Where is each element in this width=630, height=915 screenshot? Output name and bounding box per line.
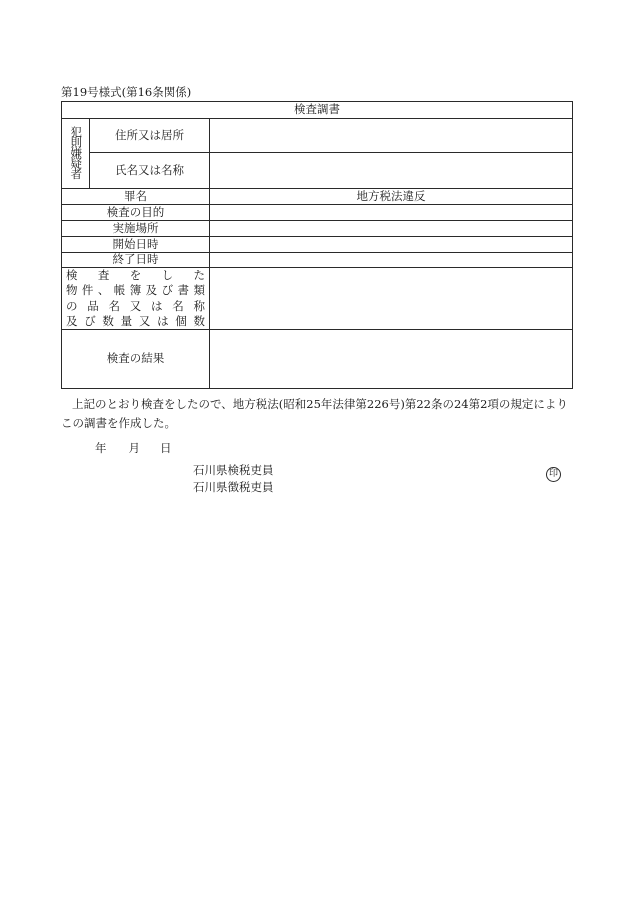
body-text: 上記のとおり検査をしたので、地方税法(昭和25年法律第226号)第22条の24第2項の規定によりこの調書を作成した。 (61, 397, 568, 430)
place-label: 実施場所 (62, 221, 210, 237)
offense-value: 地方税法違反 (210, 189, 573, 205)
inspection-record-table (61, 101, 573, 389)
purpose-label: 検査の目的 (62, 205, 210, 221)
items-label-line: 検 査 を し た (66, 268, 205, 283)
items-label-line: の品名又は名称 (66, 298, 205, 313)
official-title-collection: 石川県徴税吏員 (193, 480, 274, 494)
form-number: 第19号様式(第16条関係) (61, 85, 192, 99)
items-label-line: 及び数量又は個数 (66, 313, 205, 328)
purpose-field[interactable] (210, 205, 573, 221)
items-label (62, 268, 210, 330)
items-field[interactable] (210, 268, 573, 330)
start-field[interactable] (210, 237, 573, 253)
name-field[interactable] (210, 153, 573, 189)
offense-label: 罪名 (62, 189, 210, 205)
end-field[interactable] (210, 253, 573, 268)
table-title: 検査調書 (62, 102, 573, 119)
address-field[interactable] (210, 119, 573, 153)
name-label: 氏名又は名称 (90, 153, 210, 189)
date-day: 日 (160, 441, 172, 455)
address-label: 住所又は居所 (90, 119, 210, 153)
suspect-header-cell (62, 119, 90, 189)
result-field[interactable] (210, 330, 573, 389)
end-label: 終了日時 (62, 253, 210, 268)
place-field[interactable] (210, 221, 573, 237)
official-title-inspection: 石川県検税吏員 (193, 463, 274, 477)
seal-mark: 印 (546, 467, 561, 482)
items-label-line: 物件、帳簿及び書類 (66, 283, 205, 298)
suspect-label: 犯則嫌疑者 (69, 125, 84, 179)
date-month: 月 (128, 441, 140, 455)
date-line (95, 440, 172, 456)
start-label: 開始日時 (62, 237, 210, 253)
date-year: 年 (95, 441, 107, 455)
result-label: 検査の結果 (62, 330, 210, 389)
